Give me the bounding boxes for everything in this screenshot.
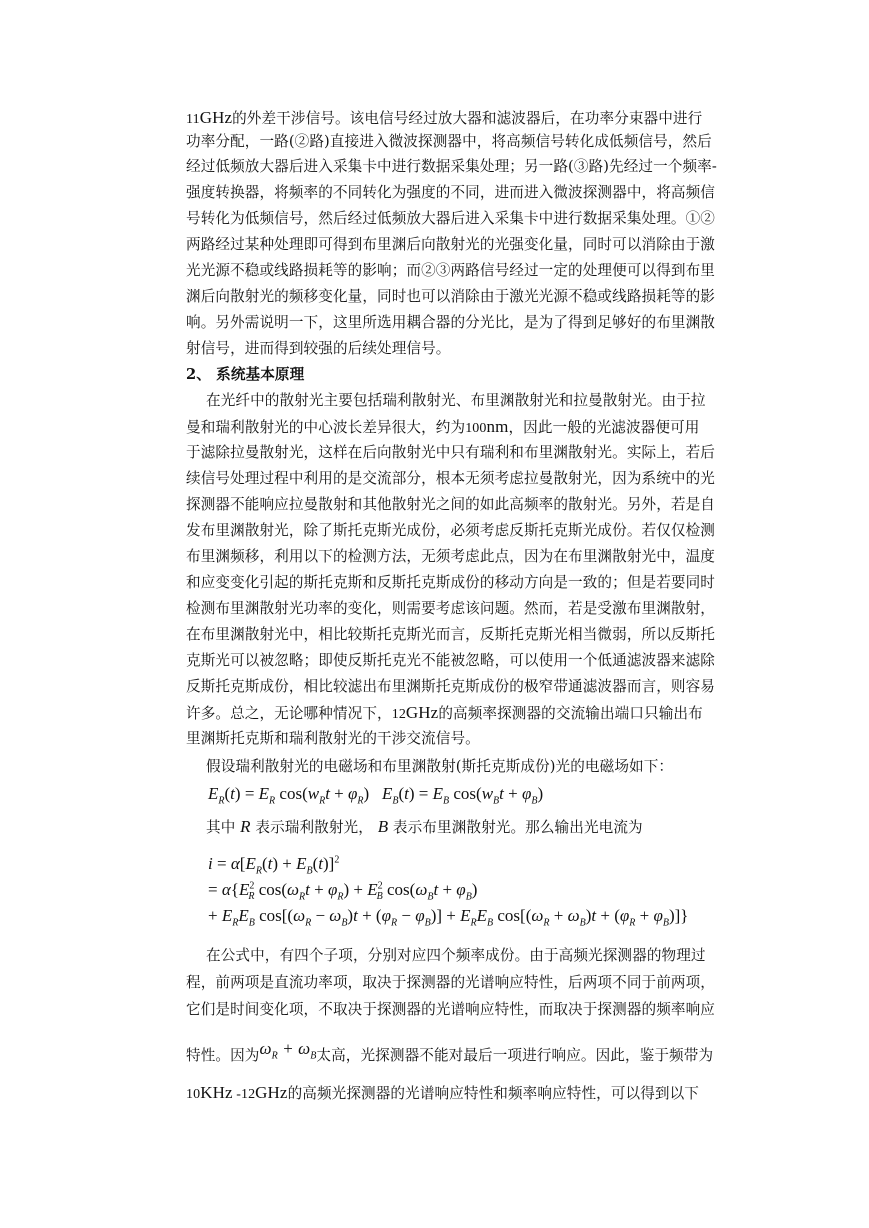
text-line: 功率分配，一路(②路)直接进入微波探测器中，将高频信号转化成低频信号，然后 (186, 133, 712, 150)
text-line: 反斯托克斯成份，相比较滤出布里渊斯托克斯成份的极窄带通滤波器而言，则容易 (186, 678, 715, 695)
section-heading: 2、 系统基本原理 (186, 366, 305, 383)
text-span: 的高频率探测器的交流输出端口只输出布 (438, 705, 703, 722)
number: 100 (465, 421, 487, 436)
text-line (186, 108, 746, 130)
number: 12 (391, 707, 406, 722)
text-line: 光光源不稳或线路损耗等的影响；而②③两路信号经过一定的处理便可以得到布里 (186, 262, 715, 279)
text-line: 布里渊频移，利用以下的检测方法，无须考虑此点，因为在布里渊散射光中，温度 (186, 548, 715, 565)
text-line: 响。另外需说明一下，这里所选用耦合器的分光比，是为了得到足够好的布里渊散 (186, 314, 715, 331)
unit-ghz: GHz (199, 108, 233, 127)
text-line (186, 417, 746, 439)
text-span: 表示瑞利散射光， (255, 819, 373, 836)
unit-nm: nm (486, 417, 509, 436)
text-line: 号转化为低频信号，然后经过低频放大器后进入采集卡中进行数据采集处理。①② (186, 210, 715, 227)
text-line (186, 703, 746, 725)
text-span: 许多。总之，无论哪种情况下， (186, 705, 392, 722)
text-line: 程，前两项是直流功率项，取决于探测器的光谱响应特性，后两项不同于前两项， (186, 974, 715, 991)
text-span: 的外差干涉信号。该电信号经过放大器和滤波器后，在功率分束器中进行 (232, 110, 703, 127)
text-line: 探测器不能响应拉曼散射和其他散射光之间的如此高频率的散射光。另外，若是自 (186, 496, 715, 513)
symbol-b: B (377, 817, 389, 836)
text-line: 在光纤中的散射光主要包括瑞利散射光、布里渊散射光和拉曼散射光。由于拉 (206, 392, 706, 409)
text-line: 经过低频放大器后进入采集卡中进行数据采集处理；另一路(③路)先经过一个频率- (186, 158, 717, 175)
text-line (186, 1039, 746, 1066)
number: 10 (186, 1087, 201, 1102)
text-line: 克斯光可以被忽略；即使反斯托克光不能被忽略，可以使用一个低通滤波器来滤除 (186, 652, 715, 669)
text-line (186, 1083, 746, 1105)
unit-khz: KHz (200, 1083, 233, 1102)
text-line: 续信号处理过程中利用的是交流部分，根本无须考虑拉曼散射光，因为系统中的光 (186, 470, 715, 487)
text-span: 其中 (206, 819, 236, 836)
text-line: 渊后向散射光的频移变化量，同时也可以消除由于激光光源不稳或线路损耗等的影 (186, 288, 715, 305)
field-equation: $E_R(t) = E_R$ $\cos(w_Rt + \varphi_R) E_B(t) = E_B$ $\cos(w_Bt + \varphi_B)$ (208, 784, 544, 807)
number: 11 (186, 112, 200, 127)
text-span: 的高频光探测器的光谱响应特性和频率响应特性，可以得到以下 (287, 1085, 700, 1102)
text-span: ，因此一般的光滤波器便可用 (508, 419, 700, 436)
text-span: 表示布里渊散射光。那么输出光电流为 (392, 819, 643, 836)
text-line: 两路经过某种处理即可得到布里渊后向散射光的光强变化量，同时可以消除由于激 (186, 236, 715, 253)
current-equation-line1: $i = \alpha[E_R(t) + E_B(t)]^2$ (208, 854, 340, 877)
text-line: 和应变变化引起的斯托克斯和反斯托克斯成份的移动方向是一致的；但是若要同时 (186, 574, 715, 591)
text-span: 特性。因为 (186, 1047, 260, 1064)
current-equation-line2: = $\alpha\{E^2_R$ $\cos(\omega_Rt + \varphi_R) + E^2_B$ $\cos(\omega_Bt + \varphi_B)$ (208, 880, 478, 903)
symbol-r: R (240, 817, 251, 836)
omega-sum: $\omega_R + \omega_B$ (259, 1039, 317, 1062)
text-line: 于滤除拉曼散射光，这样在后向散射光中只有瑞利和布里渊散射光。实际上，若后 (186, 444, 715, 461)
unit-ghz: GHz (405, 703, 439, 722)
text-line: 里渊斯托克斯和瑞利散射光的干涉交流信号。 (186, 730, 480, 747)
text-line: 在布里渊散射光中，相比较斯托克斯光而言，反斯托克斯光相当微弱，所以反斯托 (186, 626, 715, 643)
text-span: 太高，光探测器不能对最后一项进行响应。因此，鉴于频带为 (316, 1047, 714, 1064)
text-line: 假设瑞利散射光的电磁场和布里渊散射(斯托克斯成份)光的电磁场如下： (206, 758, 674, 775)
text-line: 强度转换器，将频率的不同转化为强度的不同，进而进入微波探测器中，将高频信 (186, 184, 715, 201)
unit-ghz: GHz (255, 1083, 288, 1102)
text-line (206, 817, 766, 838)
text-line: 射信号，进而得到较强的后续处理信号。 (186, 340, 451, 357)
text-span: 曼和瑞利散射光的中心波长差异很大，约为 (186, 419, 466, 436)
number: -12 (232, 1087, 256, 1102)
current-equation-line3: + $E_RE_B$ $\cos[(\omega_R - \omega_B)t + (\varphi_R - \varphi_B)] + E_RE_B$ $\cos[(\omega_R + \omega_B)t + (\varphi_R + \varphi_B)]$} (208, 906, 689, 929)
text-line: 它们是时间变化项，不取决于探测器的光谱响应特性，而取决于探测器的频率响应 (186, 1001, 715, 1018)
text-line: 发布里渊散射光，除了斯托克斯光成份，必须考虑反斯托克斯光成份。若仅仅检测 (186, 522, 715, 539)
text-line: 在公式中，有四个子项，分别对应四个频率成份。由于高频光探测器的物理过 (206, 947, 706, 964)
text-line: 检测布里渊散射光功率的变化，则需要考虑该问题。然而，若是受激布里渊散射， (186, 600, 715, 617)
